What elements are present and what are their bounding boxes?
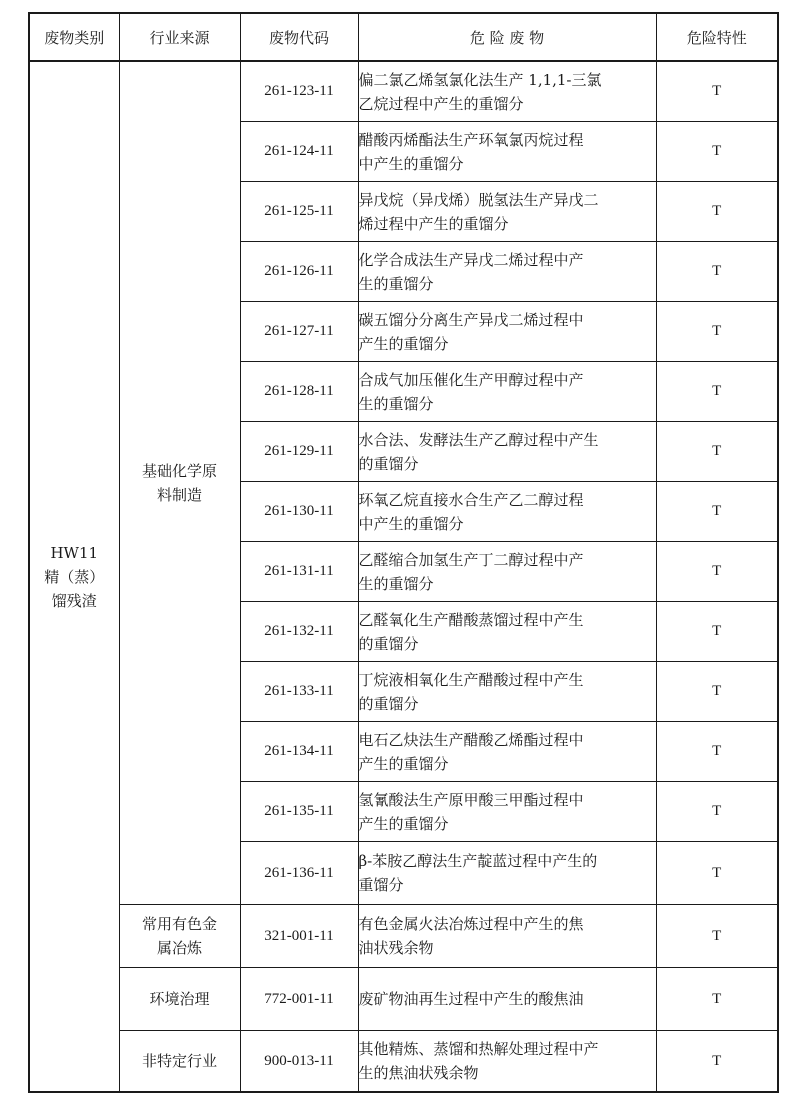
waste-description [358,662,656,722]
desc-line: 乙醛氧化生产醋酸蒸馏过程中产生 [358,610,584,629]
hazard-trait: T [656,1031,778,1093]
table-row [29,968,778,1031]
source-line: 料制造 [156,486,202,504]
desc-line: 烯过程中产生的重馏分 [358,214,509,233]
desc-line: 乙醛缩合加氢生产丁二醇过程中产 [358,550,584,569]
desc-line: β-苯胺乙醇法生产靛蓝过程中产生的 [358,852,598,870]
waste-description [358,362,656,422]
waste-description [358,242,656,302]
desc-line: 电石乙炔法生产醋酸乙烯酯过程中 [358,730,584,749]
desc-line: 生的焦油状残余物 [358,1064,479,1082]
desc-line: 生的重馏分 [358,574,434,593]
hazard-trait: T [656,422,778,482]
hazard-trait: T [656,362,778,422]
waste-description [358,842,656,905]
source-line: 基础化学原 [141,462,217,480]
source-line: 常用有色金 [141,915,217,933]
category-name-line2: 馏残渣 [51,591,97,610]
waste-code: 772-001-11 [240,968,358,1031]
waste-code: 261-128-11 [240,362,358,422]
desc-line: 中产生的重馏分 [358,154,464,173]
waste-description [358,602,656,662]
table-row [29,61,778,122]
desc-line: 生的重馏分 [358,394,434,413]
source-basic-chemical [119,61,240,905]
waste-code: 261-132-11 [240,602,358,662]
waste-code: 321-001-11 [240,905,358,968]
hazard-trait: T [656,302,778,362]
header-trait: 危险特性 [656,13,778,61]
desc-line: 碳五馏分分离生产异戊二烯过程中 [358,310,584,329]
desc-line: 产生的重馏分 [358,334,449,353]
waste-description [358,782,656,842]
waste-description [358,722,656,782]
desc-line: 环氧乙烷直接水合生产乙二醇过程 [358,490,584,509]
waste-description [358,122,656,182]
waste-code: 261-124-11 [240,122,358,182]
waste-description [358,1031,656,1093]
hazard-trait: T [656,968,778,1031]
desc-line: 油状残余物 [358,939,434,957]
header-code: 废物代码 [240,13,358,61]
waste-description [358,542,656,602]
desc-line: 合成气加压催化生产甲醇过程中产 [358,370,584,389]
source-environment: 环境治理 [119,968,240,1031]
source-line: 属冶炼 [156,939,202,957]
desc-line: 异戊烷（异戊烯）脱氢法生产异戊二 [358,190,599,209]
header-category: 废物类别 [29,13,119,61]
desc-line: 的重馏分 [358,634,419,653]
waste-code: 261-134-11 [240,722,358,782]
header-source: 行业来源 [119,13,240,61]
hazard-trait: T [656,542,778,602]
table-row [29,905,778,968]
waste-description [358,302,656,362]
desc-line: 的重馏分 [358,454,419,473]
hazard-trait: T [656,482,778,542]
desc-line: 水合法、发酵法生产乙醇过程中产生 [358,430,599,449]
hazardous-waste-table [28,12,779,1093]
waste-code: 261-129-11 [240,422,358,482]
desc-line: 重馏分 [358,876,404,894]
desc-line: 丁烷液相氧化生产醋酸过程中产生 [358,670,584,689]
waste-description [358,61,656,122]
source-non-specific: 非特定行业 [119,1031,240,1093]
desc-line: 产生的重馏分 [358,754,449,773]
header-waste: 危 险 废 物 [358,13,656,61]
waste-code: 261-131-11 [240,542,358,602]
desc-line: 废矿物油再生过程中产生的酸焦油 [358,990,584,1008]
hazard-trait: T [656,782,778,842]
waste-description [358,968,656,1031]
waste-code: 261-136-11 [240,842,358,905]
waste-code: 261-126-11 [240,242,358,302]
header-row [29,13,778,61]
desc-line: 其他精炼、蒸馏和热解处理过程中产 [358,1040,599,1058]
waste-code: 261-125-11 [240,182,358,242]
desc-line: 乙烷过程中产生的重馏分 [358,94,524,113]
table-body [29,61,778,1092]
desc-line: 中产生的重馏分 [358,514,464,533]
waste-code: 261-133-11 [240,662,358,722]
waste-description [358,182,656,242]
hazard-trait: T [656,242,778,302]
desc-line: 产生的重馏分 [358,814,449,833]
table-row [29,1031,778,1093]
desc-line: 偏二氯乙烯氢氯化法生产 1,1,1-三氯 [358,70,602,89]
waste-code: 261-123-11 [240,61,358,122]
waste-description [358,482,656,542]
hazard-trait: T [656,905,778,968]
hazard-trait: T [656,842,778,905]
waste-code: 261-135-11 [240,782,358,842]
desc-line: 化学合成法生产异戊二烯过程中产 [358,250,584,269]
category-code: HW11 [50,543,99,562]
desc-line: 生的重馏分 [358,274,434,293]
desc-line: 氢氰酸法生产原甲酸三甲酯过程中 [358,790,584,809]
category-name-line1: 精（蒸） [44,567,105,586]
desc-line: 的重馏分 [358,694,419,713]
hazard-trait: T [656,182,778,242]
hazard-trait: T [656,602,778,662]
waste-code: 261-130-11 [240,482,358,542]
hazard-trait: T [656,122,778,182]
hazard-trait: T [656,61,778,122]
waste-category-cell [29,61,119,1092]
hazard-trait: T [656,722,778,782]
hazard-trait: T [656,662,778,722]
source-nonferrous-smelting [119,905,240,968]
waste-code: 900-013-11 [240,1031,358,1093]
waste-description [358,905,656,968]
waste-code: 261-127-11 [240,302,358,362]
waste-description [358,422,656,482]
desc-line: 醋酸丙烯酯法生产环氧氯丙烷过程 [358,130,584,149]
desc-line: 有色金属火法冶炼过程中产生的焦 [358,915,584,933]
